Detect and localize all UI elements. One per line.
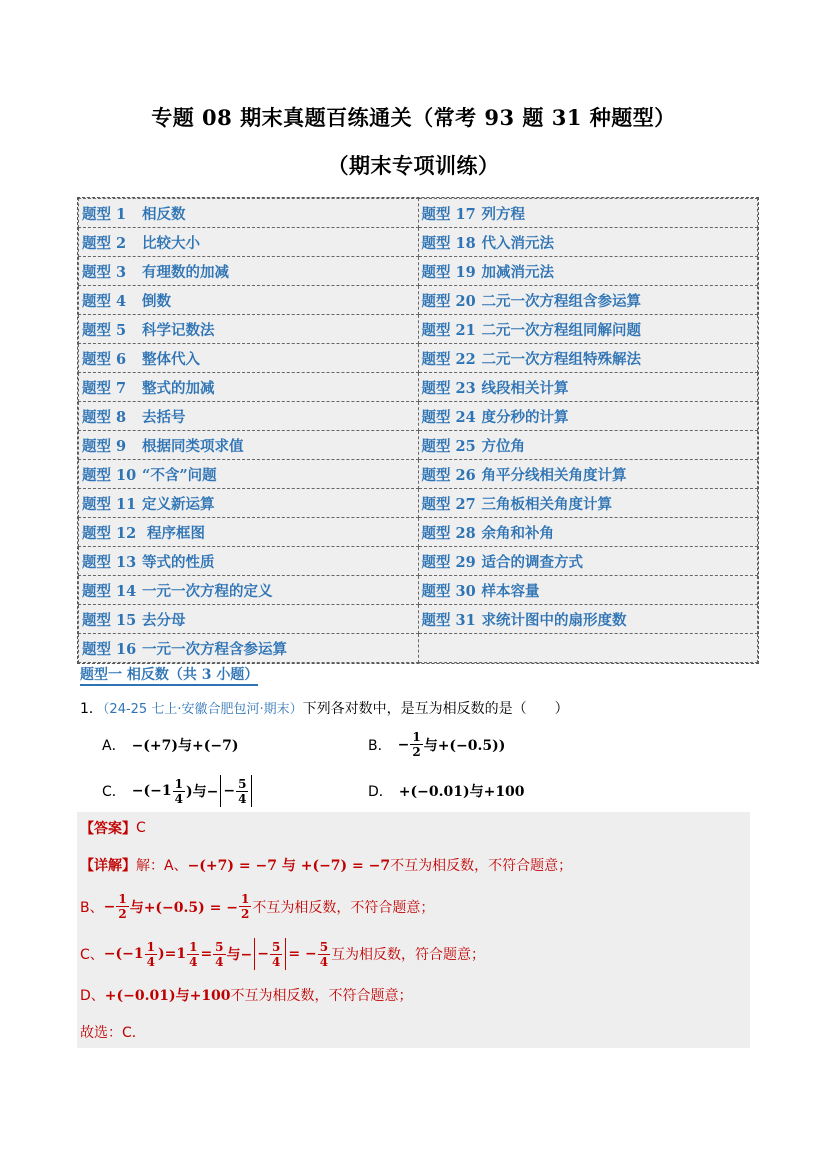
toc-item-label: 有理数的加减 [142, 263, 229, 281]
toc-item-number: 题型 12 [82, 524, 137, 542]
toc-item-label: 整式的加减 [142, 379, 215, 397]
toc-link-right-11[interactable] [418, 489, 758, 518]
option-d [368, 781, 525, 801]
option-c-pre: −(−1 [131, 783, 172, 799]
toc-item-label: “不含”问题 [142, 466, 217, 484]
question-1 [80, 698, 569, 718]
toc-item-number: 题型 7 [82, 379, 127, 397]
option-b-post: 与+(−0.5)) [423, 737, 506, 754]
toc-empty-cell [418, 634, 758, 663]
answer-value: C [136, 820, 146, 836]
toc-item-number: 题型 29 [421, 553, 476, 571]
toc-item-number: 题型 30 [421, 582, 476, 600]
detail-a-expr: −(+7) = −7 与 +(−7) = −7 [187, 858, 391, 874]
toc-link-left-6[interactable] [79, 344, 419, 373]
toc-item-number: 题型 27 [421, 495, 476, 513]
toc-link-left-3[interactable] [79, 257, 419, 286]
toc-row [79, 373, 758, 402]
detail-line-b: B、 − $\frac{1}{2}$ 与+(−0.5) = − $\frac{1}{2}$ 不互为相反数，不符合题意； [80, 892, 435, 921]
detail-line-d: D、 +(−0.01)与+100 不互为相反数，不符合题意； [80, 985, 413, 1005]
question-number: 1． [80, 701, 103, 717]
toc-item-number: 题型 11 [82, 495, 137, 513]
toc-item-number: 题型 3 [82, 263, 127, 281]
option-c: C． −(−1 $\frac{1}{4}$ )与− − $\frac{5}{4}$ [102, 775, 254, 807]
option-d-label: D． [368, 784, 393, 800]
toc-item-number: 题型 26 [421, 466, 476, 484]
option-c-label: C． [102, 784, 126, 800]
section-heading[interactable]: 题型一 相反数（共 3 小题） [80, 664, 258, 686]
toc-item-number: 题型 15 [82, 611, 137, 629]
toc-item-label: 度分秒的计算 [481, 408, 569, 426]
toc-row [79, 634, 758, 663]
toc-row [79, 431, 758, 460]
option-a-label: A． [102, 738, 126, 754]
toc-row [79, 286, 758, 315]
detail-line-a: 【详解】 解：A、 −(+7) = −7 与 +(−7) = −7 不互为相反数，不符合题意； [80, 855, 572, 875]
toc-row [79, 228, 758, 257]
answer-panel [77, 812, 750, 1048]
detail-line-c: C、 −(−1 $\frac{1}{4}$ )=1 $\frac{1}{4}$ = $\frac{5}{4}$ 与− − $\frac{5}{4}$ = − $\frac{5}{4}$ 互为相反数，符合题意； [80, 939, 486, 969]
toc-item-label: 等式的性质 [142, 553, 215, 571]
toc-item-number: 题型 1 [82, 205, 127, 223]
toc-link-left-4[interactable] [79, 286, 419, 315]
toc-link-left-7[interactable] [79, 373, 419, 402]
toc-item-label: 线段相关计算 [481, 379, 569, 397]
toc-link-right-9[interactable] [418, 431, 758, 460]
toc-item-number: 题型 5 [82, 321, 127, 339]
detail-d-expr: +(−0.01)与+100 [104, 988, 231, 1004]
question-source[interactable]: （24-25 七上·安徽合肥包河·期末） [102, 702, 303, 717]
toc-item-label: 适合的调查方式 [481, 553, 583, 571]
toc-link-left-12[interactable] [79, 518, 419, 547]
answer-tag: 【答案】 [80, 821, 136, 837]
option-c-fraction-2: $\frac{5}{4}$ [238, 776, 247, 806]
toc-item-number: 题型 19 [421, 263, 476, 281]
toc-item-label: 程序框图 [142, 524, 206, 542]
toc-item-label: 相反数 [142, 205, 186, 223]
toc-item-number: 题型 18 [421, 234, 476, 252]
toc-item-label: 整体代入 [142, 350, 200, 368]
toc-link-right-15[interactable] [418, 605, 758, 634]
toc-item-number: 题型 2 [82, 234, 127, 252]
toc-link-right-1[interactable] [418, 199, 758, 228]
toc-link-left-13[interactable] [79, 547, 419, 576]
option-b-label: B． [368, 737, 392, 754]
toc-row [79, 402, 758, 431]
toc-item-number: 题型 10 [82, 466, 137, 484]
toc-item-number: 题型 21 [421, 321, 476, 339]
toc-item-number: 题型 28 [421, 524, 476, 542]
conclusion-line: 故选：C． [80, 1025, 146, 1041]
toc-item-number: 题型 8 [82, 408, 127, 426]
toc-link-right-5[interactable] [418, 315, 758, 344]
toc-row [79, 344, 758, 373]
answer-line [80, 818, 146, 838]
page-title: 专题 08 期末真题百练通关（常考 93 题 31 种题型） [151, 105, 676, 130]
toc-row [79, 315, 758, 344]
toc-link-left-16[interactable] [79, 634, 419, 663]
toc-item-label: 代入消元法 [481, 234, 554, 252]
toc-link-left-15[interactable] [79, 605, 419, 634]
toc-item-label: 方位角 [481, 437, 525, 455]
toc-item-number: 题型 24 [421, 408, 476, 426]
toc-item-number: 题型 20 [421, 292, 476, 310]
toc-link-left-11[interactable] [79, 489, 419, 518]
toc-row [79, 257, 758, 286]
toc-item-number: 题型 23 [421, 379, 476, 397]
toc-row [79, 518, 758, 547]
toc-item-number: 题型 6 [82, 350, 127, 368]
toc-link-right-13[interactable] [418, 547, 758, 576]
toc-link-left-10[interactable] [79, 460, 419, 489]
toc-link-right-14[interactable] [418, 576, 758, 605]
toc-item-label: 去括号 [142, 408, 186, 426]
option-b [368, 730, 505, 759]
toc-item-number: 题型 9 [82, 437, 127, 455]
toc-item-label: 一元一次方程含参运算 [142, 640, 287, 658]
toc-item-label: 一元一次方程的定义 [142, 582, 273, 600]
toc-item-label: 倒数 [142, 292, 171, 310]
toc-link-right-3[interactable] [418, 257, 758, 286]
toc-item-number: 题型 4 [82, 292, 127, 310]
toc-item-number: 题型 22 [421, 350, 476, 368]
detail-tag: 【详解】 [80, 858, 136, 874]
toc-item-number: 题型 17 [421, 205, 476, 223]
toc-link-right-8[interactable] [418, 402, 758, 431]
option-b-pre: − [397, 736, 410, 753]
toc-link-left-14[interactable] [79, 576, 419, 605]
toc-row [79, 547, 758, 576]
option-d-expr: +(−0.01)与+100 [398, 784, 525, 800]
toc-item-label: 求统计图中的扇形度数 [481, 611, 627, 629]
detail-b-fraction-1: $\frac{1}{2}$ [118, 892, 127, 921]
toc-item-label: 角平分线相关角度计算 [481, 466, 627, 484]
toc-row [79, 460, 758, 489]
toc-row [79, 576, 758, 605]
toc-link-right-4[interactable] [418, 286, 758, 315]
toc-item-number: 题型 14 [82, 582, 137, 600]
page-subtitle: （期末专项训练） [327, 153, 500, 178]
toc-link-left-1[interactable] [79, 199, 419, 228]
option-b-fraction: $\frac{1}{2}$ [412, 730, 421, 759]
toc-item-label: 样本容量 [481, 582, 540, 600]
toc-item-number: 题型 25 [421, 437, 476, 455]
toc-item-number: 题型 31 [421, 611, 476, 629]
toc-link-right-10[interactable] [418, 460, 758, 489]
option-a [102, 735, 238, 755]
toc-item-label: 科学记数法 [142, 321, 215, 339]
toc-item-number: 题型 13 [82, 553, 137, 571]
toc-item-number: 题型 16 [82, 640, 137, 658]
toc-link-right-6[interactable] [418, 344, 758, 373]
toc-link-left-2[interactable] [79, 228, 419, 257]
question-stem: 下列各对数中，是互为相反数的是（ ） [302, 701, 569, 717]
abs-bar-right [251, 775, 252, 807]
option-c-fraction-1: $\frac{1}{4}$ [174, 776, 183, 806]
toc-link-right-7[interactable] [418, 373, 758, 402]
detail-b-fraction-2: $\frac{1}{2}$ [240, 892, 250, 921]
toc-item-label: 比较大小 [142, 234, 200, 252]
toc-link-left-5[interactable] [79, 315, 419, 344]
toc-item-label: 去分母 [142, 611, 186, 629]
toc-item-label: 根据同类项求值 [142, 437, 244, 455]
toc-row [79, 489, 758, 518]
toc-link-left-9[interactable] [79, 431, 419, 460]
abs-bar-left [220, 775, 221, 807]
toc-item-label: 加减消元法 [481, 263, 554, 281]
toc-item-label: 三角板相关角度计算 [481, 495, 612, 513]
topic-index-table [77, 197, 759, 664]
toc-item-label: 列方程 [481, 205, 525, 223]
option-c-mid: )与− [185, 784, 219, 800]
toc-row [79, 199, 758, 228]
toc-item-label: 余角和补角 [481, 524, 554, 542]
toc-item-label: 定义新运算 [142, 495, 215, 513]
toc-link-right-12[interactable] [418, 518, 758, 547]
option-a-expr: −(+7)与+(−7) [131, 738, 239, 754]
toc-link-left-8[interactable] [79, 402, 419, 431]
toc-item-label: 二元一次方程组含参运算 [481, 292, 641, 310]
toc-row [79, 605, 758, 634]
toc-item-label: 二元一次方程组同解问题 [481, 321, 641, 339]
toc-item-label: 二元一次方程组特殊解法 [481, 350, 641, 368]
toc-link-right-2[interactable] [418, 228, 758, 257]
